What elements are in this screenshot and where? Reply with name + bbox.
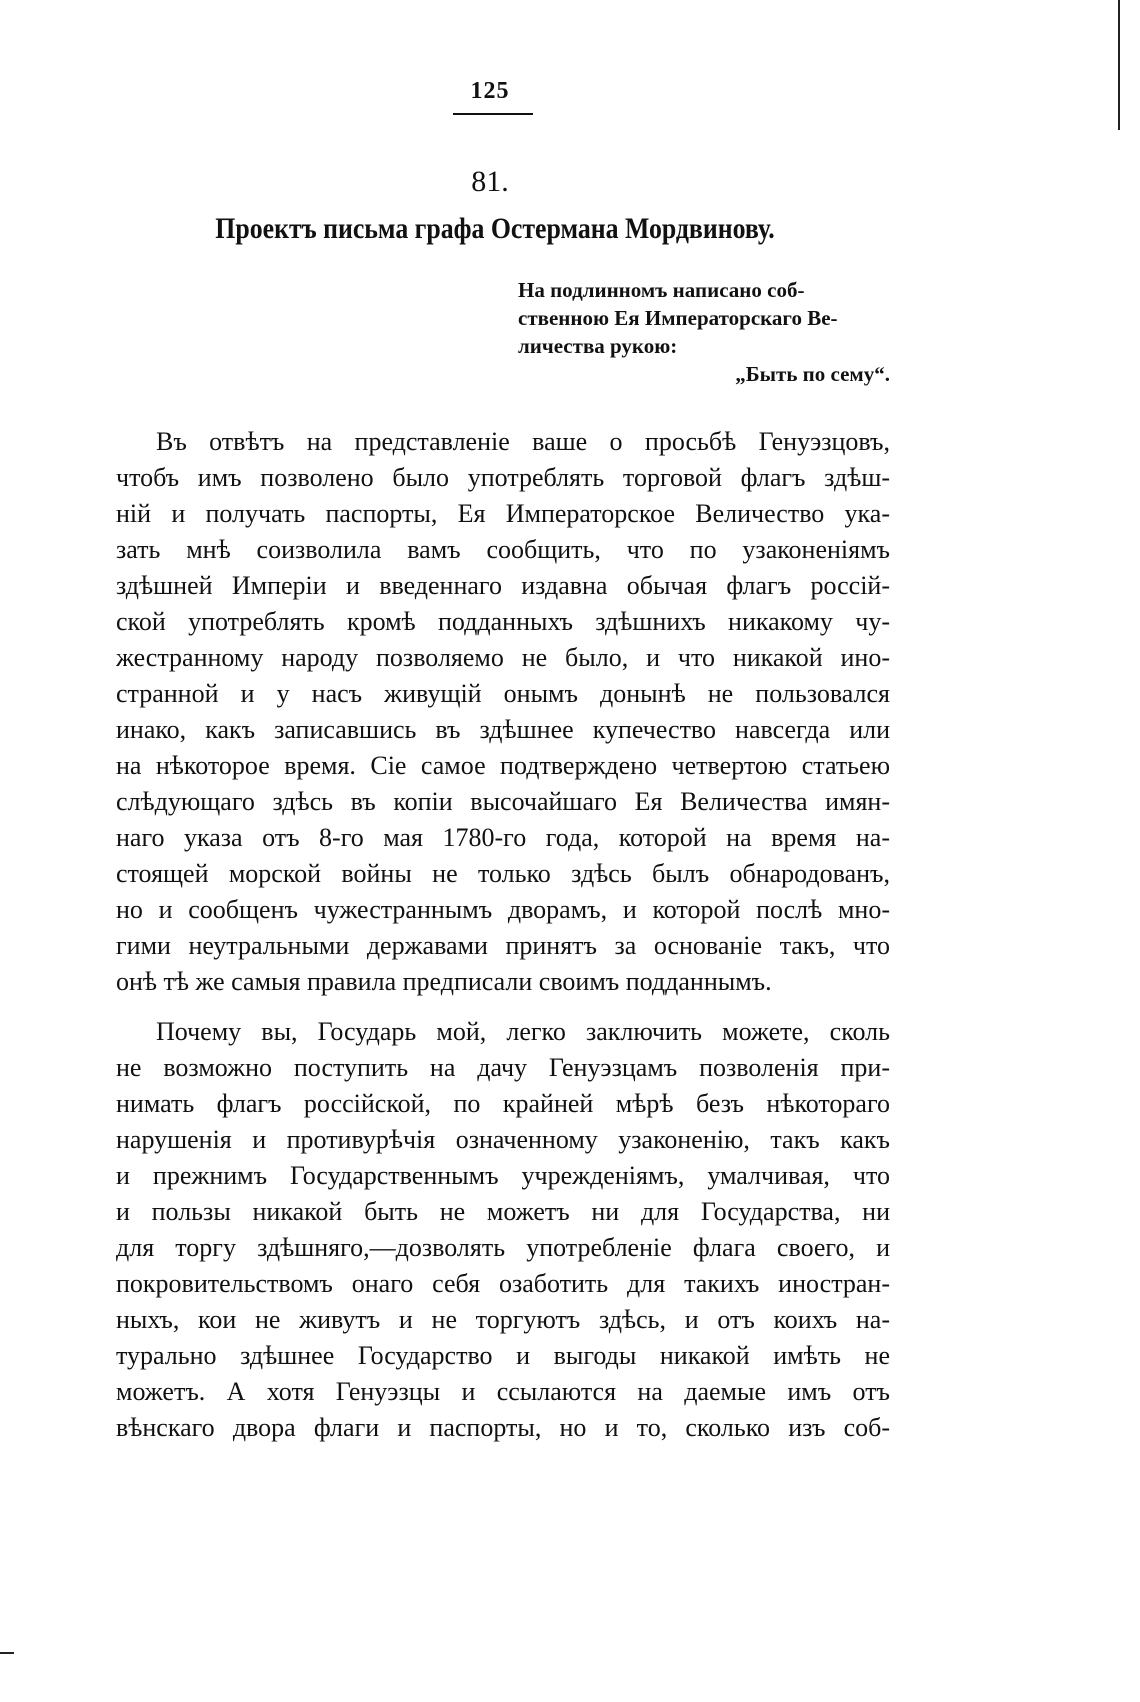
text-line: можетъ. А хотя Генуэзцы и ссылаются на даемые имъ отъ	[116, 1377, 890, 1406]
page-number-rule	[453, 113, 533, 115]
right-margin-mark	[1118, 0, 1120, 130]
note-line-resolution: „Быть по сему“.	[735, 362, 890, 386]
left-margin-mark	[0, 1652, 14, 1654]
text-line: нимать флагъ россійской, по крайней мѣрѣ безъ нѣкотораго	[116, 1089, 890, 1118]
letter-body	[116, 424, 890, 1446]
text-line: ній и получать паспорты, Ея Императорское Величество ука-	[116, 499, 890, 528]
text-line: гими неутральными державами принятъ за основаніе такъ, что	[116, 931, 890, 960]
text-line: но и сообщенъ чужестраннымъ дворамъ, и которой послѣ мно-	[116, 895, 890, 924]
text-line: Почему вы, Государь мой, легко заключить можете, сколь	[156, 1017, 890, 1046]
document-number: 81.	[471, 165, 509, 198]
text-line: инако, какъ записавшись въ здѣшнее купечество навсегда или	[116, 715, 890, 744]
text-line: для торгу здѣшняго,—дозволять употребленіе флага своего, и	[116, 1233, 890, 1262]
note-line: ственною Ея Императорскаго Ве-	[518, 306, 838, 330]
paragraph-1	[116, 424, 890, 1000]
document-title: Проектъ письма графа Остермана Мордвинову.	[215, 212, 775, 245]
text-line: онѣ тѣ же самыя правила предписали своимъ подданнымъ.	[116, 967, 772, 996]
text-line: и пользы никакой быть не можетъ ни для Государства, ни	[116, 1197, 890, 1226]
text-line: наго указа отъ 8-го мая 1780-го года, которой на время на-	[116, 823, 890, 852]
text-line: чтобъ имъ позволено было употреблять торговой флагъ здѣш-	[116, 463, 890, 492]
text-line: жестранному народу позволяемо не было, и что никакой ино-	[116, 643, 890, 672]
text-line: здѣшней Имперіи и введеннаго издавна обычая флагъ россій-	[116, 571, 890, 600]
text-line: стоящей морской войны не только здѣсь былъ обнародованъ,	[116, 859, 890, 888]
text-line: на нѣкоторое время. Сіе самое подтверждено четвертою статьею	[116, 751, 890, 780]
text-line: не возможно поступить на дачу Генуэзцамъ позволенія при-	[116, 1053, 890, 1082]
text-line: слѣдующаго здѣсь въ копіи высочайшаго Ея Величества имян-	[116, 787, 890, 816]
paragraph-2	[116, 1014, 890, 1446]
text-line: вѣнскаго двора флаги и паспорты, но и то, сколько изъ соб-	[116, 1413, 890, 1442]
text-line: странной и у насъ живущій онымъ донынѣ не пользовался	[116, 679, 890, 708]
text-line: и прежнимъ Государственнымъ учрежденіямъ, умалчивая, что	[116, 1161, 890, 1190]
marginal-note	[518, 276, 890, 388]
note-line: На подлинномъ написано соб-	[518, 278, 805, 302]
text-line: турально здѣшнее Государство и выгоды никакой имѣть не	[116, 1341, 890, 1370]
text-line: Въ отвѣтъ на представленіе ваше о просьбѣ Генуэзцовъ,	[156, 427, 890, 456]
text-line: покровительствомъ онаго себя озаботить для такихъ иностран-	[116, 1269, 890, 1298]
text-line: ской употреблять кромѣ подданныхъ здѣшнихъ никакому чу-	[116, 607, 890, 636]
text-line: нарушенія и противурѣчія означенному узаконенію, такъ какъ	[116, 1125, 890, 1154]
page-number: 125	[470, 78, 510, 104]
note-line: личества рукою:	[518, 334, 678, 358]
text-line: зать мнѣ соизволила вамъ сообщить, что по узаконеніямъ	[116, 535, 890, 564]
text-line: ныхъ, кои не живутъ и не торгуютъ здѣсь, и отъ коихъ на-	[116, 1305, 890, 1334]
